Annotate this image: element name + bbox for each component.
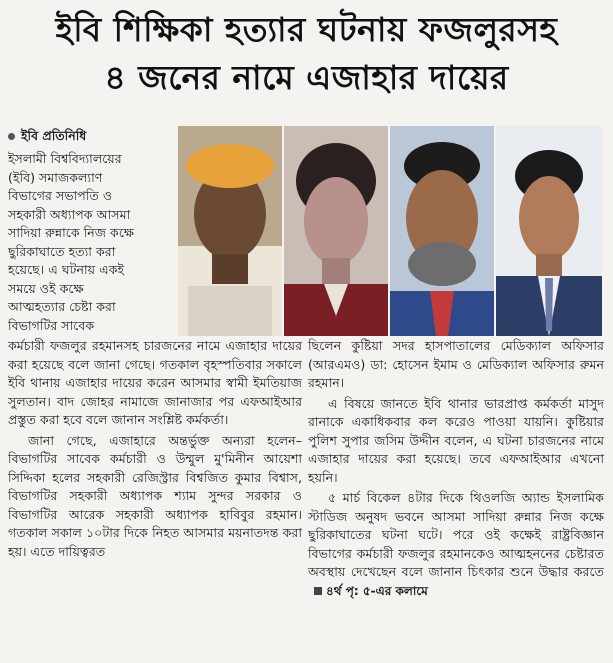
body-paragraph: এ বিষয়ে জানতে ইবি থানার ভারপ্রাপ্ত কর্মকর্তা মাসুদ রানাকে একাধিকবার কল করেও পাওয়া যায়নি। কুষ্টিয়ার পুলিশ সুপার জসিম উদ্দীন বলেন, এ ঘটনা চারজনের নামে এজাহার দায়ের করা হয়েছে। তবে এফআইআর এখনো হয়নি। <box>308 395 604 485</box>
photo-2 <box>284 126 390 336</box>
intro-line: (ইবি) সমাজকল্যাণ <box>8 169 103 185</box>
portrait-2-image <box>284 126 388 336</box>
headline-line-1: ইবি শিক্ষিকা হত্যার ঘটনায় ফজলুরসহ <box>55 10 558 49</box>
headline-line-2: ৪ জনের নামে এজাহার দায়ের <box>104 58 509 97</box>
intro-line: ছুরিকাঘাতে হত্যা করা <box>8 243 116 259</box>
portrait-3-image <box>390 126 494 336</box>
bullet-icon <box>8 133 15 140</box>
byline-text: ইবি প্রতিনিধি <box>21 128 87 143</box>
intro-narrow-column <box>8 150 178 335</box>
body-paragraph: জানা গেছে, এজাহারে অন্তর্ভুক্ত অন্যরা হলেন– বিভাগটির সাবেক কর্মচারী ও উম্মুল মু'মিনীন আয়েশা সিদ্দিকা হলের সহকারী রেজিস্ট্রার বিশ্বজিত কুমার বিশ্বাস, বিভাগটির সহকারী অধ্যাপক শ্যাম সুন্দর সরকার ও বিভাগটির আরেক সহকারী অধ্যাপক হাবিবুর রহমান। গতকাল সকাল ১০টার দিকে নিহত আসমার ময়নাতদন্ত করা হয়। এতে দায়িত্বরত <box>8 432 302 559</box>
right-column <box>308 337 604 602</box>
byline <box>8 128 178 148</box>
headline <box>6 6 607 102</box>
intro-line: সময়ে ওই কক্ষে <box>8 280 84 296</box>
body-paragraph: ছিলেন কুষ্টিয়া সদর হাসপাতালের মেডিক্যাল অফিসার (আরএমও) ডা: হোসেন ইমাম ও মেডিক্যাল অফিসার রুমন রহমান। <box>308 338 604 390</box>
intro-line: সহকারী অধ্যাপক আসমা <box>8 206 131 222</box>
portrait-1-image <box>178 126 282 336</box>
continuation-text: ৪র্থ পৃ: ৫-এর কলামে <box>326 583 428 598</box>
intro-line: আত্মহত্যার চেষ্টা করা <box>8 299 116 314</box>
body-paragraph-text: ৫ মার্চ বিকেল ৪টার দিকে থিওলজি অ্যান্ড ইসলামিক স্টাডিজ অনুষদ ভবনে আসমা সাদিয়া রুন্নার নিজ কক্ষে ছুরিকাঘাতের ঘটনা ঘটে। পরে ওই কক্ষেই রাষ্ট্রবিজ্ঞান বিভাগের কর্মচারী ফজলুর রহমানকেও আত্মহননের চেষ্টারত অবস্থায় দেখেছেন বলে জানান চিৎকার শুনে উদ্ধার করতে <box>308 490 604 579</box>
intro-line: সাদিয়া রুন্নাকে নিজ কক্ষে <box>8 225 135 240</box>
intro-line: বিভাগের সভাপতি ও <box>8 188 113 203</box>
body-paragraph: কর্মচারী ফজলুর রহমানসহ চারজনের নামে এজাহার দায়ের করা হয়েছে বলে জানা গেছে। গতকাল বৃহস্পতিবার সকালে ইবি থানায় এজাহার দায়ের করেন আসমার স্বামী ইমতিয়াজ সুলতান। বাদ জোহর নামাজে জানাজার পর এফআইআর প্রস্তুত করা হবে বলে জানান সংশ্লিষ্ট কর্মকর্তা। <box>8 338 302 427</box>
continuation-note <box>308 584 428 598</box>
photo-4 <box>496 126 602 336</box>
photo-3 <box>390 126 496 336</box>
intro-line: বিভাগটির সাবেক <box>8 317 95 333</box>
square-icon <box>314 587 322 595</box>
left-column <box>8 337 302 563</box>
accused-photos <box>178 126 602 336</box>
intro-line: হয়েছে। এ ঘটনায় একই <box>8 262 125 277</box>
body-paragraph <box>308 489 604 600</box>
portrait-4-image <box>496 126 602 336</box>
intro-line: ইসলামী বিশ্ববিদ্যালয়ের <box>8 151 122 166</box>
photo-1 <box>178 126 284 336</box>
